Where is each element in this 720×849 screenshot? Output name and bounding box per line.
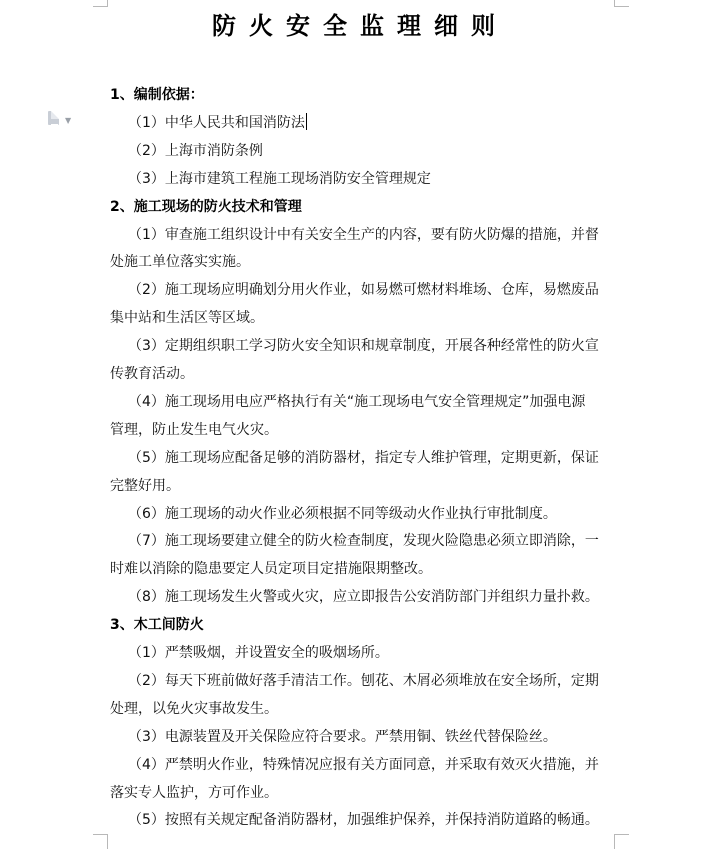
list-item: （3）定期组织职工学习防火安全知识和规章制度，开展各种经常性的防火宣 [128, 338, 599, 355]
list-item-continuation: 时难以消除的隐患要定人员定项目定措施限期整改。 [110, 561, 432, 578]
list-item-continuation: 传教育活动。 [110, 366, 194, 382]
section-heading: 2、施工现场的防火技术和管理 [110, 198, 302, 215]
paragraph-options-button[interactable] [47, 111, 77, 127]
document-icon [48, 111, 59, 125]
list-item: （6）施工现场的动火作业必须根据不同等级动火作业执行审批制度。 [128, 505, 557, 522]
list-item-continuation: 落实专人监护，方可作业。 [110, 784, 278, 801]
list-item: （1）审查施工组织设计中有关安全生产的内容，要有防火防爆的措施，并督 [128, 226, 599, 243]
list-item: （1）严禁吸烟，并设置安全的吸烟场所。 [128, 645, 389, 661]
list-item: （2）上海市消防条例 [128, 142, 263, 159]
document-title: 防火安全监理细则 [212, 11, 508, 40]
list-item: （8）施工现场发生火警或火灾，应立即报告公安消防部门并组织力量扑救。 [128, 589, 599, 606]
list-item-continuation: 管理，防止发生电气火灾。 [110, 421, 278, 438]
list-item-continuation: 处施工单位落实实施。 [110, 254, 250, 271]
list-item-continuation: 集中站和生活区等区域。 [110, 310, 264, 327]
list-item: （5）按照有关规定配备消防器材，加强维护保养，并保持消防道路的畅通。 [128, 812, 599, 829]
list-item: （4）施工现场用电应严格执行有关“施工现场电气安全管理规定”加强电源 [128, 393, 586, 410]
chevron-down-icon: ▼ [65, 116, 72, 125]
text-cursor [306, 113, 307, 130]
list-item: （3）电源装置及开关保险应符合要求。严禁用铜、铁丝代替保险丝。 [128, 728, 557, 745]
section-heading: 3、木工间防火 [110, 617, 204, 634]
list-item: （7）施工现场要建立健全的防火检查制度，发现火险隐患必须立即消除，一 [128, 533, 599, 550]
list-item-continuation: 处理，以免火灾事故发生。 [110, 700, 278, 717]
list-item: （4）严禁明火作业，特殊情况应报有关方面同意，并采取有效灭火措施，并 [128, 756, 599, 773]
list-item: （5）施工现场应配备足够的消防器材，指定专人维护管理，定期更新，保证 [128, 449, 599, 466]
crop-mark-bottom-right [614, 834, 629, 849]
list-item: （2）每天下班前做好落手清洁工作。刨花、木屑必须堆放在安全场所，定期 [128, 672, 599, 689]
crop-mark-bottom-left [93, 834, 108, 849]
list-item: （3）上海市建筑工程施工现场消防安全管理规定 [128, 170, 431, 187]
list-item-continuation: 完整好用。 [110, 477, 180, 494]
section-heading: 1、编制依据： [110, 87, 204, 103]
list-item: （1）中华人民共和国消防法 [128, 114, 305, 131]
list-item: （2）施工现场应明确划分用火作业，如易燃可燃材料堆场、仓库，易燃废品 [128, 282, 599, 299]
